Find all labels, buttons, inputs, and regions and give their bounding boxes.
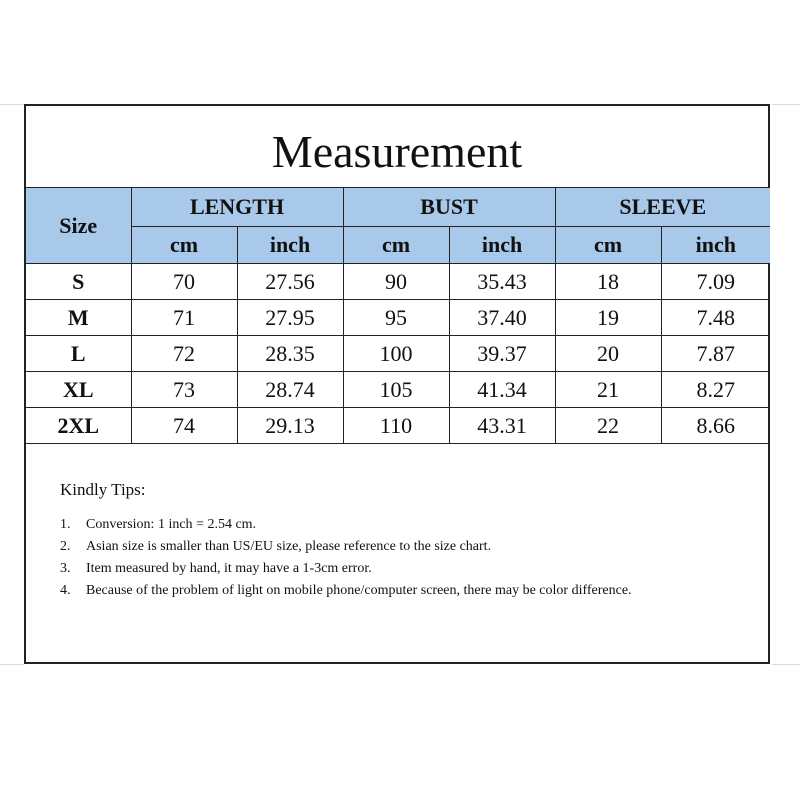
list-number: 3. bbox=[60, 561, 71, 576]
table-cell: 20 bbox=[555, 336, 661, 372]
list-number: 4. bbox=[60, 583, 71, 598]
table-cell: 110 bbox=[343, 408, 449, 444]
list-number: 1. bbox=[60, 517, 71, 532]
size-cell: XL bbox=[26, 372, 131, 408]
list-text: Asian size is smaller than US/EU size, please reference to the size chart. bbox=[86, 539, 492, 554]
left-guide-line-bottom bbox=[0, 664, 24, 665]
table-cell: 7.48 bbox=[661, 300, 770, 336]
bust-header: BUST bbox=[343, 188, 555, 227]
page-title: Measurement bbox=[271, 126, 523, 177]
tips-title: Kindly Tips: bbox=[60, 480, 146, 499]
sleeve-header: SLEEVE bbox=[555, 188, 770, 227]
unit-header: inch bbox=[661, 227, 770, 264]
table-cell: 28.74 bbox=[237, 372, 343, 408]
list-number: 2. bbox=[60, 539, 71, 554]
list-item bbox=[60, 558, 760, 580]
table-unit-row bbox=[26, 227, 770, 264]
table-cell: 100 bbox=[343, 336, 449, 372]
table-cell: 8.27 bbox=[661, 372, 770, 408]
table-cell: 27.95 bbox=[237, 300, 343, 336]
table-cell: 27.56 bbox=[237, 264, 343, 300]
table-header-row bbox=[26, 188, 770, 227]
table-row bbox=[26, 336, 770, 372]
size-header: Size bbox=[26, 188, 131, 264]
table-cell: 19 bbox=[555, 300, 661, 336]
size-cell: L bbox=[26, 336, 131, 372]
tips-list bbox=[60, 514, 760, 602]
unit-header: cm bbox=[131, 227, 237, 264]
unit-header: inch bbox=[237, 227, 343, 264]
unit-header: cm bbox=[343, 227, 449, 264]
left-guide-line-top bbox=[0, 104, 24, 105]
size-cell: 2XL bbox=[26, 408, 131, 444]
list-item bbox=[60, 514, 760, 536]
table-row bbox=[26, 372, 770, 408]
table-cell: 70 bbox=[131, 264, 237, 300]
table-cell: 43.31 bbox=[449, 408, 555, 444]
table-cell: 7.09 bbox=[661, 264, 770, 300]
unit-header: inch bbox=[449, 227, 555, 264]
table-cell: 21 bbox=[555, 372, 661, 408]
right-guide-line-top bbox=[772, 104, 800, 105]
table-cell: 74 bbox=[131, 408, 237, 444]
table-cell: 22 bbox=[555, 408, 661, 444]
measurement-card bbox=[24, 104, 770, 664]
size-cell: S bbox=[26, 264, 131, 300]
table-cell: 95 bbox=[343, 300, 449, 336]
table-cell: 7.87 bbox=[661, 336, 770, 372]
table-cell: 71 bbox=[131, 300, 237, 336]
list-text: Item measured by hand, it may have a 1-3cm error. bbox=[86, 561, 372, 576]
table-row bbox=[26, 300, 770, 336]
table-cell: 8.66 bbox=[661, 408, 770, 444]
right-guide-line-bottom bbox=[772, 664, 800, 665]
table-cell: 35.43 bbox=[449, 264, 555, 300]
table-cell: 39.37 bbox=[449, 336, 555, 372]
table-cell: 41.34 bbox=[449, 372, 555, 408]
table-cell: 18 bbox=[555, 264, 661, 300]
table-cell: 73 bbox=[131, 372, 237, 408]
list-text: Because of the problem of light on mobile phone/computer screen, there may be color difference. bbox=[86, 583, 632, 598]
table-cell: 29.13 bbox=[237, 408, 343, 444]
list-item bbox=[60, 536, 760, 558]
table-cell: 90 bbox=[343, 264, 449, 300]
size-cell: M bbox=[26, 300, 131, 336]
table-row bbox=[26, 264, 770, 300]
table-cell: 37.40 bbox=[449, 300, 555, 336]
tips-section bbox=[60, 480, 760, 602]
table-cell: 28.35 bbox=[237, 336, 343, 372]
length-header: LENGTH bbox=[131, 188, 343, 227]
table-row bbox=[26, 408, 770, 444]
unit-header: cm bbox=[555, 227, 661, 264]
table-cell: 105 bbox=[343, 372, 449, 408]
size-table bbox=[26, 187, 770, 444]
list-text: Conversion: 1 inch = 2.54 cm. bbox=[86, 517, 257, 532]
list-item bbox=[60, 580, 760, 602]
table-cell: 72 bbox=[131, 336, 237, 372]
